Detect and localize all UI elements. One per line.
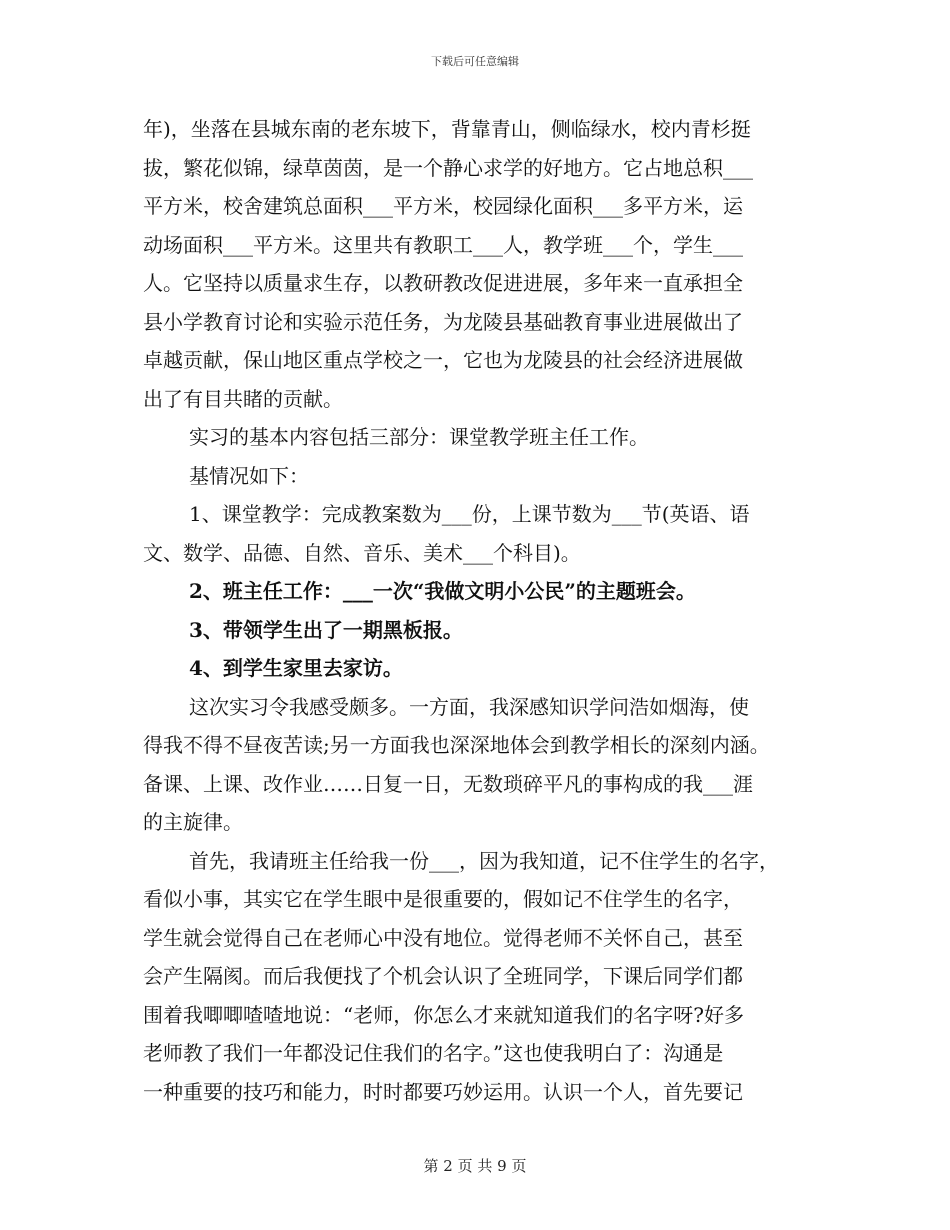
text-line: 人。它坚持以质量求生存，以教研教改促进进展，多年来一直承担全	[143, 271, 743, 295]
text-line: 县小学教育讨论和实验示范任务，为龙陵县基础教育事业进展做出了	[143, 309, 743, 334]
text-line: 学生就会觉得自己在老师心中没有地位。觉得老师不关怀自己，甚至	[143, 925, 743, 950]
text-line: 的主旋律。	[143, 810, 243, 834]
document-body	[143, 110, 823, 1111]
text-line: 备课、上课、改作业……日复一日，无数琐碎平凡的事构成的我___涯	[143, 771, 753, 796]
text-line: 3、带领学生出了一期黑板报。	[189, 617, 463, 642]
text-line: 卓越贡献，保山地区重点学校之一，它也为龙陵县的社会经济进展做	[143, 348, 743, 372]
text-line: 1、课堂教学：完成教案数为___份，上课节数为___节(英语、语	[189, 502, 750, 526]
page-number-footer: 第 2 页 共 9 页	[423, 1157, 527, 1175]
text-line: 看似小事，其实它在学生眼中是很重要的，假如记不住学生的名字，	[143, 887, 743, 911]
text-line: 动场面积___平方米。这里共有教职工___人，教学班___个，学生___	[143, 232, 743, 257]
text-line: 年)，坐落在县城东南的老东坡下，背靠青山，侧临绿水，校内青杉挺	[143, 117, 751, 141]
text-line: 平方米，校舍建筑总面积___平方米，校园绿化面积___多平方米，运	[143, 194, 743, 218]
text-line: 老师教了我们一年都没记住我们的名字。”这也使我明白了：沟通是	[143, 1041, 724, 1065]
text-line: 出了有目共睹的贡献。	[143, 386, 343, 411]
text-line: 得我不得不昼夜苦读;另一方面我也深深地体会到教学相长的深刻内涵。	[143, 733, 770, 757]
page-header: 下载后可任意编辑	[431, 55, 519, 68]
text-line: 会产生隔阂。而后我便找了个机会认识了全班同学，下课后同学们都	[143, 964, 743, 988]
text-line: 围着我唧唧喳喳地说：“老师，你怎么才来就知道我们的名字呀?好多	[143, 1002, 744, 1027]
text-line: 首先，我请班主任给我一份___，因为我知道，记不住学生的名字，	[189, 848, 779, 873]
text-line: 4、到学生家里去家访。	[189, 656, 403, 680]
text-line: 一种重要的技巧和能力，时时都要巧妙运用。认识一个人，首先要记	[143, 1079, 743, 1104]
text-line: 2、班主任工作：___一次“我做文明小公民”的主题班会。	[189, 579, 696, 603]
text-line: 文、数学、品德、自然、音乐、美术___个科目)。	[143, 540, 581, 565]
text-line: 实习的基本内容包括三部分：课堂教学班主任工作。	[189, 425, 649, 449]
text-line: 拔，繁花似锦，绿草茵茵，是一个静心求学的好地方。它占地总积___	[143, 155, 753, 180]
text-line: 这次实习令我感受颇多。一方面，我深感知识学问浩如烟海，使	[189, 694, 749, 719]
text-line: 基情况如下：	[189, 463, 309, 488]
